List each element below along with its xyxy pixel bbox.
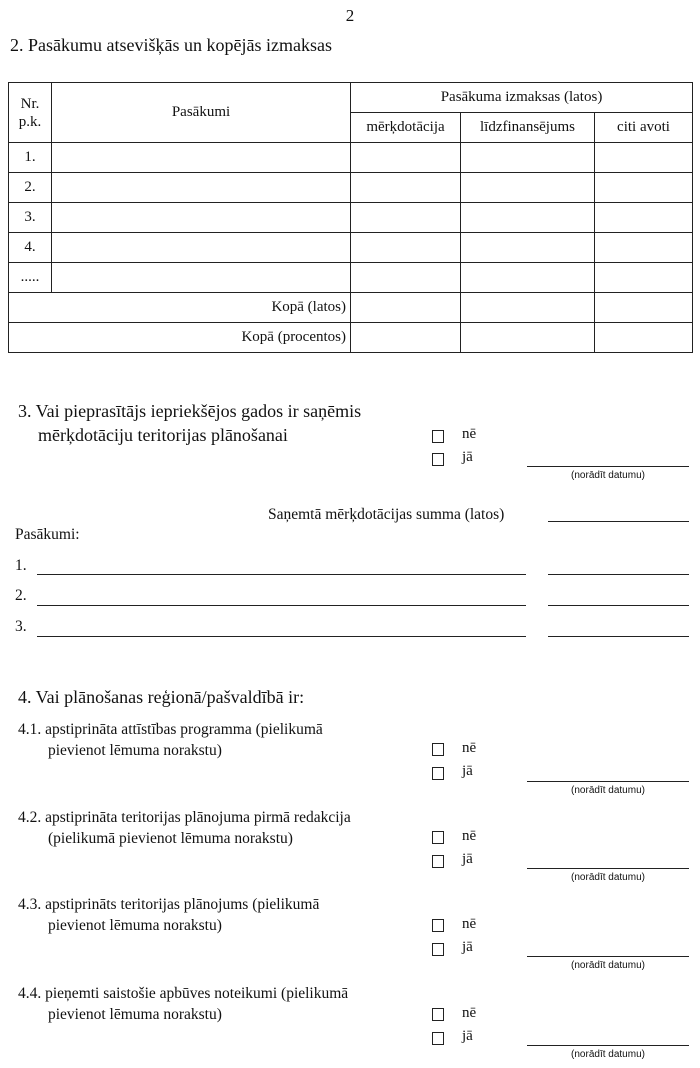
cost-cell[interactable] xyxy=(351,203,461,233)
no-checkbox[interactable] xyxy=(432,919,444,932)
date-note: (norādīt datumu) xyxy=(571,785,645,796)
row-number: 2. xyxy=(9,173,52,203)
cost-cell[interactable] xyxy=(595,263,693,293)
cost-cell[interactable] xyxy=(461,143,595,173)
row-number: 1. xyxy=(9,143,52,173)
no-label: nē xyxy=(462,740,477,756)
yes-label: jā xyxy=(462,851,473,867)
date-field-line[interactable] xyxy=(527,868,689,869)
cost-cell[interactable] xyxy=(595,323,693,353)
cost-cell[interactable] xyxy=(461,203,595,233)
amount-field-line[interactable] xyxy=(548,521,689,522)
sub-header-targeted-grant: mērķdotācija xyxy=(351,113,461,143)
cost-cell[interactable] xyxy=(595,233,693,263)
item-4-2-line2: (pielikumā pievienot lēmuma norakstu) xyxy=(48,830,293,847)
total-percent-label: Kopā (procentos) xyxy=(9,323,351,353)
measure-amount-line[interactable] xyxy=(548,605,689,606)
date-field-line[interactable] xyxy=(527,956,689,957)
no-label: nē xyxy=(462,828,477,844)
no-checkbox[interactable] xyxy=(432,1008,444,1021)
cost-cell[interactable] xyxy=(461,263,595,293)
item-4-2-line1: 4.2. apstiprināta teritorijas plānojuma pirmā redakcija xyxy=(18,809,351,826)
sub-header-cofinancing: līdzfinansējums xyxy=(461,113,595,143)
yes-checkbox[interactable] xyxy=(432,1032,444,1045)
cost-cell[interactable] xyxy=(461,293,595,323)
total-latos-label: Kopā (latos) xyxy=(9,293,351,323)
table-row xyxy=(9,263,693,293)
date-field-line[interactable] xyxy=(527,1045,689,1046)
yes-label: jā xyxy=(462,939,473,955)
item-4-1-line1: 4.1. apstiprināta attīstības programma (pielikumā xyxy=(18,721,323,738)
date-note: (norādīt datumu) xyxy=(571,960,645,971)
cost-cell[interactable] xyxy=(595,203,693,233)
measure-item-number: 3. xyxy=(15,618,27,635)
yes-label: jā xyxy=(462,449,473,465)
page-number: 2 xyxy=(345,6,355,25)
measure-amount-line[interactable] xyxy=(548,574,689,575)
item-4-3-line2: pievienot lēmuma norakstu) xyxy=(48,917,222,934)
sub-header-other-sources: citi avoti xyxy=(595,113,693,143)
cost-cell[interactable] xyxy=(595,173,693,203)
col-header-measures: Pasākumi xyxy=(52,83,351,143)
row-number: ..... xyxy=(9,263,52,293)
measure-amount-line[interactable] xyxy=(548,636,689,637)
date-field-line[interactable] xyxy=(527,466,689,467)
section2-title: 2. Pasākumu atsevišķās un kopējās izmaksas xyxy=(10,35,332,55)
measure-cell[interactable] xyxy=(52,203,351,233)
table-row xyxy=(9,233,693,263)
date-note: (norādīt datumu) xyxy=(571,1049,645,1060)
cost-cell[interactable] xyxy=(351,293,461,323)
measures-label: Pasākumi: xyxy=(15,526,80,543)
total-row-percent xyxy=(9,323,693,353)
no-checkbox[interactable] xyxy=(432,831,444,844)
measure-field-line[interactable] xyxy=(37,636,526,637)
amount-label: Saņemtā mērķdotācijas summa (latos) xyxy=(268,506,505,523)
measure-cell[interactable] xyxy=(52,263,351,293)
yes-checkbox[interactable] xyxy=(432,943,444,956)
measure-cell[interactable] xyxy=(52,173,351,203)
yes-label: jā xyxy=(462,1028,473,1044)
costs-table xyxy=(8,82,693,353)
date-note: (norādīt datumu) xyxy=(571,872,645,883)
item-4-3-line1: 4.3. apstiprināts teritorijas plānojums (pielikumā xyxy=(18,896,320,913)
no-label: nē xyxy=(462,916,477,932)
cost-cell[interactable] xyxy=(351,143,461,173)
measure-cell[interactable] xyxy=(52,143,351,173)
measure-item-number: 2. xyxy=(15,587,27,604)
cost-cell[interactable] xyxy=(461,173,595,203)
col-header-costs: Pasākuma izmaksas (latos) xyxy=(351,83,693,113)
yes-checkbox[interactable] xyxy=(432,767,444,780)
cost-cell[interactable] xyxy=(595,143,693,173)
cost-cell[interactable] xyxy=(351,173,461,203)
row-number: 4. xyxy=(9,233,52,263)
section3-question-line1: 3. Vai pieprasītājs iepriekšējos gados ir saņēmis xyxy=(18,401,362,421)
total-row-latos xyxy=(9,293,693,323)
section4-title: 4. Vai plānošanas reģionā/pašvaldībā ir: xyxy=(18,687,305,707)
no-label: nē xyxy=(462,1005,477,1021)
yes-checkbox[interactable] xyxy=(432,453,444,466)
col-header-nr: Nr. p.k. xyxy=(9,83,52,143)
measure-field-line[interactable] xyxy=(37,574,526,575)
cost-cell[interactable] xyxy=(351,263,461,293)
measure-field-line[interactable] xyxy=(37,605,526,606)
table-row xyxy=(9,173,693,203)
item-4-4-line1: 4.4. pieņemti saistošie apbūves noteikumi (pielikumā xyxy=(18,985,349,1002)
no-label: nē xyxy=(462,426,477,442)
measure-cell[interactable] xyxy=(52,233,351,263)
no-checkbox[interactable] xyxy=(432,430,444,443)
cost-cell[interactable] xyxy=(351,323,461,353)
cost-cell[interactable] xyxy=(351,233,461,263)
item-4-4-line2: pievienot lēmuma norakstu) xyxy=(48,1006,222,1023)
cost-cell[interactable] xyxy=(461,323,595,353)
row-number: 3. xyxy=(9,203,52,233)
date-field-line[interactable] xyxy=(527,781,689,782)
no-checkbox[interactable] xyxy=(432,743,444,756)
date-note: (norādīt datumu) xyxy=(571,470,645,481)
cost-cell[interactable] xyxy=(595,293,693,323)
yes-checkbox[interactable] xyxy=(432,855,444,868)
cost-cell[interactable] xyxy=(461,233,595,263)
table-row xyxy=(9,143,693,173)
item-4-1-line2: pievienot lēmuma norakstu) xyxy=(48,742,222,759)
table-row xyxy=(9,203,693,233)
yes-label: jā xyxy=(462,763,473,779)
section3-question-line2: mērķdotāciju teritorijas plānošanai xyxy=(38,425,288,445)
measure-item-number: 1. xyxy=(15,557,27,574)
